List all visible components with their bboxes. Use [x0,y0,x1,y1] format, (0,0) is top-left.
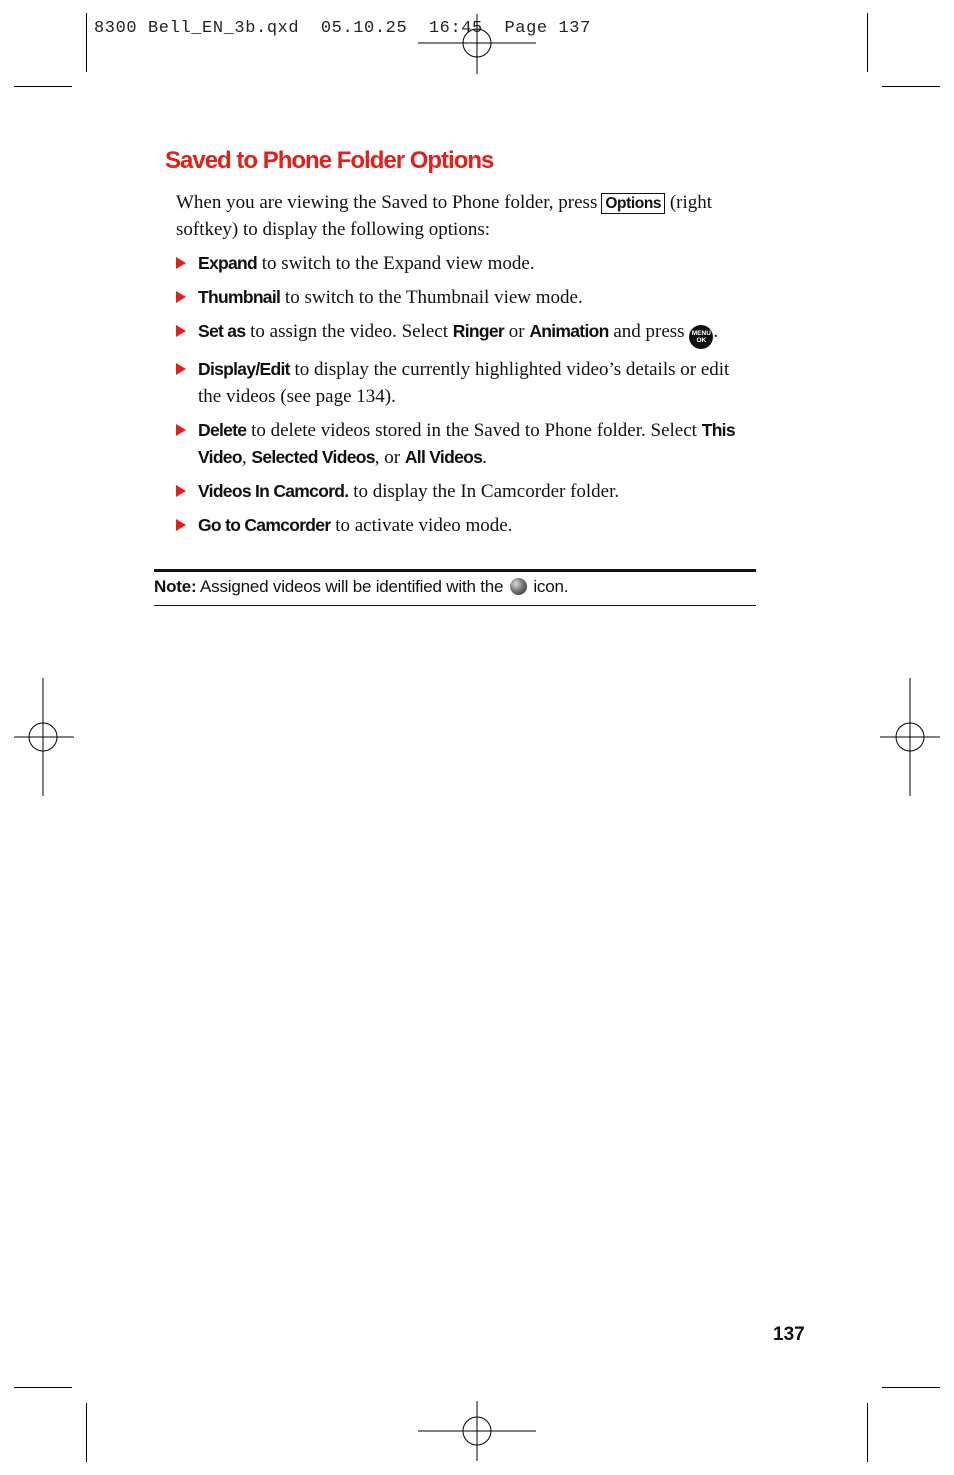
registration-mark-icon [880,678,940,796]
bullet-arrow-icon [176,363,186,375]
option-term: Videos In Camcord. [198,481,349,501]
crop-mark [882,1387,940,1388]
crop-mark [86,13,87,72]
list-item [176,478,756,505]
registration-mark-icon [14,678,74,796]
bullet-arrow-icon [176,257,186,269]
crop-mark [86,1403,87,1462]
bullet-arrow-icon [176,519,186,531]
assigned-video-ball-icon [510,578,527,595]
option-text: to switch to the Expand view mode. [257,253,535,274]
option-text: to display the In Camcorder folder. [348,481,620,502]
option-text: to activate video mode. [330,515,513,536]
option-term: Set as [198,321,246,341]
list-item [176,318,756,349]
list-item [176,284,756,311]
option-text: and press [608,321,690,342]
option-text: , [241,447,252,468]
option-term: Display/Edit [198,359,290,379]
intro-text: (right softkey) to display the following options: [176,192,713,240]
print-slug: 8300 Bell_EN_3b.qxd 05.10.25 16:45 Page 137 [94,19,591,38]
option-text: . [482,447,487,468]
menu-ok-key-label: MENU [691,330,711,337]
bullet-arrow-icon [176,424,186,436]
option-text: . [713,321,719,342]
list-item [176,417,756,471]
page-number: 137 [773,1324,805,1345]
note-label: Note: [154,577,197,596]
options-list [176,250,756,546]
option-term: Expand [198,253,258,273]
section-heading: Saved to Phone Folder Options [165,147,494,174]
note-divider [154,605,756,606]
bullet-arrow-icon [176,325,186,337]
option-term: Delete [198,420,247,440]
intro-text: When you are viewing the Saved to Phone folder, press [176,192,598,213]
option-text: , or [374,447,405,468]
option-term: Selected Videos [251,447,375,467]
note-text: Assigned videos will be identified with the [196,577,508,596]
option-term: All Videos [404,447,483,467]
option-text: to delete videos stored in the Saved to Phone folder. Select [246,420,702,441]
option-text: or [504,321,530,342]
list-item [176,250,756,277]
option-term: Go to Camcorder [198,515,331,535]
bullet-arrow-icon [176,291,186,303]
option-text: to switch to the Thumbnail view mode. [280,287,583,308]
crop-mark [14,1387,72,1388]
list-item [176,512,756,539]
menu-ok-key-label: OK [696,337,707,344]
registration-mark-icon [418,14,536,74]
option-term: This Video [198,420,735,467]
crop-mark [867,1403,868,1462]
options-softkey: Options [601,193,665,214]
option-text: to assign the video. Select [245,321,453,342]
note-text: icon. [528,577,569,596]
option-text: to display the currently highlighted video’s details or edit the videos (see page 134). [198,359,730,407]
registration-mark-icon [418,1401,536,1461]
crop-mark [867,13,868,72]
option-term: Animation [529,321,609,341]
note-divider [154,569,756,572]
menu-ok-key-icon [689,325,713,349]
crop-mark [14,86,72,87]
note [154,575,568,599]
bullet-arrow-icon [176,485,186,497]
option-term: Thumbnail [198,287,281,307]
option-term: Ringer [452,321,504,341]
intro-paragraph [176,189,756,243]
crop-mark [882,86,940,87]
list-item [176,356,756,410]
